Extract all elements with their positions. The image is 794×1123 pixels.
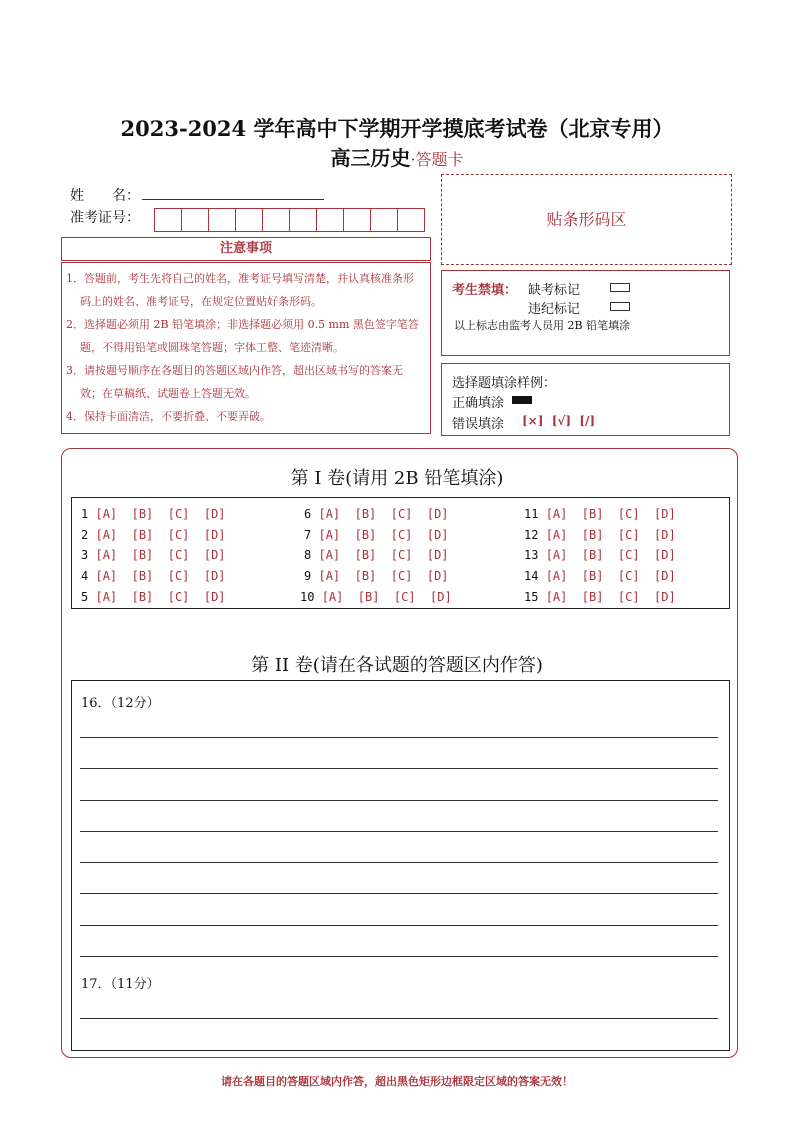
notice-item: 2．选择题必须用 2B 铅笔填涂；非选择题必须用 0.5 mm 黑色签字笔答题，不得用铅笔或圆珠笔答题；字体工整、笔迹清晰。	[66, 318, 419, 354]
notice-list	[61, 262, 431, 434]
notice-header: 注意事项	[61, 237, 431, 261]
choice-question[interactable]: 3 [A] [B] [C] [D]	[81, 548, 226, 562]
subject-title	[0, 142, 794, 171]
name-label: 姓 名：	[70, 188, 140, 204]
id-digit-box[interactable]	[289, 208, 317, 232]
absent-mark-label: 缺考标记	[528, 283, 581, 298]
id-digit-box[interactable]	[370, 208, 398, 232]
footer-warning: 请在各题目的答题区域内作答，超出黑色矩形边框限定区域的答案无效！	[221, 1075, 573, 1088]
wrong-fill-marks: [×] [√] [/]	[522, 414, 596, 428]
choice-question[interactable]: 6 [A] [B] [C] [D]	[304, 507, 449, 521]
id-digit-box[interactable]	[397, 208, 425, 232]
id-digit-box[interactable]	[235, 208, 263, 232]
name-field[interactable]	[142, 199, 324, 200]
forbid-note: 以上标志由监考人员用 2B 铅笔填涂	[454, 319, 631, 332]
answer-line[interactable]	[80, 956, 718, 957]
part2-title: 第 II 卷(请在各试题的答题区内作答)	[251, 655, 543, 676]
examiner-only-area	[441, 270, 730, 356]
answer-line[interactable]	[80, 893, 718, 894]
id-digit-box[interactable]	[208, 208, 236, 232]
id-digit-box[interactable]	[262, 208, 290, 232]
correct-fill-label: 正确填涂	[452, 396, 505, 411]
answer-line[interactable]	[80, 800, 718, 801]
wrong-fill-label: 错误填涂	[452, 417, 505, 432]
question-16-label: 16．（12分）	[81, 696, 160, 711]
notice-item: 1．答题前，考生先将自己的姓名，准考证号填写清楚，并认真核准条形码上的姓名、准考证号，在规定位置贴好条形码。	[66, 272, 414, 308]
notice-item: 3．请按题号顺序在各题目的答题区域内作答，超出区域书写的答案无效；在草稿纸、试题卷上答题无效。	[66, 364, 403, 400]
fill-sample-area	[441, 363, 730, 436]
violation-mark-label: 违纪标记	[528, 302, 581, 317]
absent-mark-box[interactable]	[610, 283, 630, 292]
choice-question[interactable]: 9 [A] [B] [C] [D]	[304, 569, 449, 583]
choice-question[interactable]: 15 [A] [B] [C] [D]	[524, 590, 676, 604]
part1-title: 第 I 卷(请用 2B 铅笔填涂)	[290, 468, 504, 489]
question-17-label: 17．（11分）	[81, 977, 160, 992]
id-digit-box[interactable]	[181, 208, 209, 232]
choice-question[interactable]: 4 [A] [B] [C] [D]	[81, 569, 226, 583]
choice-question[interactable]: 10 [A] [B] [C] [D]	[300, 590, 452, 604]
choice-question[interactable]: 14 [A] [B] [C] [D]	[524, 569, 676, 583]
id-label: 准考证号：	[70, 210, 140, 226]
choice-grid	[71, 497, 730, 609]
id-digit-box[interactable]	[154, 208, 182, 232]
subject-name: 高三历史	[330, 146, 411, 170]
id-number-boxes	[155, 208, 425, 232]
barcode-label: 贴条形码区	[546, 210, 627, 229]
answer-line[interactable]	[80, 1018, 718, 1019]
choice-question[interactable]: 13 [A] [B] [C] [D]	[524, 548, 676, 562]
sample-title: 选择题填涂样例：	[452, 376, 557, 391]
choice-question[interactable]: 11 [A] [B] [C] [D]	[524, 507, 676, 521]
notice-item: 4．保持卡面清洁，不要折叠、不要弄破。	[66, 410, 271, 423]
choice-question[interactable]: 7 [A] [B] [C] [D]	[304, 528, 449, 542]
answer-line[interactable]	[80, 768, 718, 769]
answer-line[interactable]	[80, 862, 718, 863]
id-digit-box[interactable]	[343, 208, 371, 232]
forbid-label: 考生禁填：	[452, 283, 518, 298]
choice-question[interactable]: 2 [A] [B] [C] [D]	[81, 528, 226, 542]
answer-line[interactable]	[80, 737, 718, 738]
answer-line[interactable]	[80, 831, 718, 832]
correct-fill-mark	[512, 396, 532, 404]
written-answer-box	[71, 680, 730, 1051]
answer-line[interactable]	[80, 925, 718, 926]
id-digit-box[interactable]	[316, 208, 344, 232]
choice-question[interactable]: 1 [A] [B] [C] [D]	[81, 507, 226, 521]
barcode-area	[441, 174, 732, 265]
violation-mark-box[interactable]	[610, 302, 630, 311]
choice-question[interactable]: 8 [A] [B] [C] [D]	[304, 548, 449, 562]
answer-card-subtitle: ·答题卡	[410, 150, 464, 169]
exam-title: 2023-2024 学年高中下学期开学摸底考试卷（北京专用）	[120, 116, 674, 141]
choice-question[interactable]: 12 [A] [B] [C] [D]	[524, 528, 676, 542]
choice-question[interactable]: 5 [A] [B] [C] [D]	[81, 590, 226, 604]
